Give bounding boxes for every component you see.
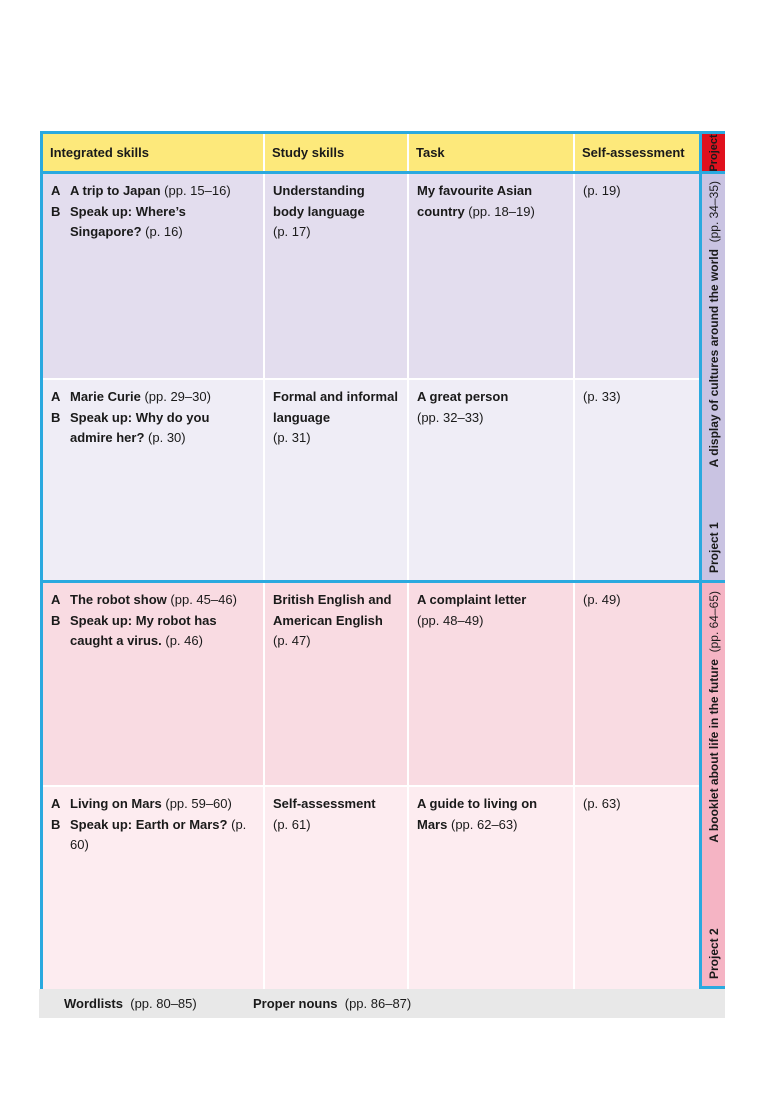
footer-bar bbox=[39, 989, 725, 1018]
lesson-letter: B bbox=[51, 203, 61, 219]
study-skills-cell bbox=[265, 380, 407, 580]
lesson-letter: B bbox=[51, 816, 61, 832]
task-cell bbox=[409, 174, 573, 378]
lesson-letter: B bbox=[51, 612, 61, 628]
study-skill-pages: (p. 61) bbox=[273, 816, 311, 832]
lesson-letter: B bbox=[51, 409, 61, 425]
lesson-item bbox=[51, 815, 255, 856]
lesson-title: Living on Mars bbox=[70, 796, 162, 811]
lesson-title: Speak up: Earth or Mars? bbox=[70, 816, 228, 832]
self-assessment-cell bbox=[575, 174, 699, 378]
lesson-pages: (p. 46) bbox=[165, 633, 203, 648]
integrated-skills-cell bbox=[43, 787, 263, 989]
project-2-name: Project 2 bbox=[706, 927, 721, 979]
project-2-pages: (pp. 64–65) bbox=[706, 590, 721, 652]
integrated-skills-cell bbox=[43, 380, 263, 580]
wordlists-label: Wordlists bbox=[64, 996, 123, 1011]
table-row bbox=[43, 380, 699, 580]
study-skill-title: Self-assessment bbox=[273, 796, 376, 811]
self-assessment-cell bbox=[575, 583, 699, 785]
lesson-letter: A bbox=[51, 183, 61, 198]
lesson-title: Speak up: My robot has caught a virus. bbox=[70, 612, 217, 648]
project-1-pages: (pp. 34–35) bbox=[706, 181, 721, 243]
lesson-item bbox=[51, 611, 255, 652]
project-2-band bbox=[699, 583, 725, 986]
task-pages: (pp. 32–33) bbox=[417, 409, 484, 425]
lesson-title: Marie Curie bbox=[70, 389, 141, 404]
self-assessment-pages: (p. 63) bbox=[583, 796, 621, 811]
task-pages: (pp. 62–63) bbox=[450, 816, 518, 832]
task-pages: (pp. 48–49) bbox=[417, 612, 484, 628]
lesson-title: A trip to Japan bbox=[70, 183, 161, 198]
syllabus-table bbox=[40, 131, 725, 989]
header-task: Task bbox=[416, 145, 445, 160]
project-tab-label: Project bbox=[707, 134, 720, 172]
self-assessment-cell bbox=[575, 380, 699, 580]
study-skill-pages: (p. 17) bbox=[273, 224, 311, 239]
project-1-band bbox=[699, 174, 725, 580]
table-header-row bbox=[43, 134, 699, 174]
proper-nouns-pages: (pp. 86–87) bbox=[344, 996, 412, 1011]
task-cell bbox=[409, 583, 573, 785]
self-assessment-pages: (p. 49) bbox=[583, 592, 621, 607]
header-integrated-skills: Integrated skills bbox=[50, 145, 149, 160]
lesson-item bbox=[51, 387, 255, 408]
lesson-letter: A bbox=[51, 796, 61, 811]
study-skill-title: Understanding body language bbox=[273, 183, 365, 219]
study-skill-pages: (p. 31) bbox=[273, 430, 311, 445]
proper-nouns-label: Proper nouns bbox=[253, 996, 338, 1011]
integrated-skills-cell bbox=[43, 174, 263, 378]
study-skills-cell bbox=[265, 174, 407, 378]
study-skill-title: Formal and informal language bbox=[273, 389, 398, 425]
self-assessment-cell bbox=[575, 787, 699, 989]
project-1-name: Project 1 bbox=[706, 522, 721, 573]
table-row bbox=[43, 787, 699, 989]
lesson-title: Speak up: Where’s Singapore? bbox=[70, 203, 186, 239]
proper-nouns-entry bbox=[253, 989, 411, 1018]
task-title: A guide to living on Mars bbox=[417, 796, 538, 832]
task-title: A complaint letter bbox=[417, 592, 527, 607]
wordlists-pages: (pp. 80–85) bbox=[130, 996, 197, 1011]
task-title: My favourite Asian country bbox=[417, 183, 533, 219]
lesson-item bbox=[51, 408, 255, 449]
header-self-assessment: Self-assessment bbox=[582, 145, 685, 160]
lesson-pages: (pp. 45–46) bbox=[170, 592, 237, 607]
task-pages: (pp. 18–19) bbox=[468, 203, 535, 219]
study-skill-title: British English and American English bbox=[273, 592, 392, 628]
self-assessment-pages: (p. 33) bbox=[583, 389, 621, 404]
study-skills-cell bbox=[265, 583, 407, 785]
wordlists-entry bbox=[64, 989, 197, 1018]
header-project-tab bbox=[699, 134, 725, 174]
lesson-pages: (pp. 29–30) bbox=[144, 389, 211, 404]
lesson-item bbox=[51, 202, 255, 243]
lesson-pages: (p. 16) bbox=[145, 224, 183, 239]
project-1-title: A display of cultures around the world bbox=[706, 249, 721, 468]
task-title: A great person bbox=[417, 389, 509, 404]
header-study-skills: Study skills bbox=[272, 145, 345, 160]
study-skills-cell bbox=[265, 787, 407, 989]
lesson-title: The robot show bbox=[70, 592, 167, 607]
lesson-item bbox=[51, 794, 255, 815]
lesson-item bbox=[51, 181, 255, 202]
project-2-title: A booklet about life in the future bbox=[706, 658, 721, 843]
study-skill-pages: (p. 47) bbox=[273, 633, 311, 648]
lesson-pages: (pp. 15–16) bbox=[164, 183, 231, 198]
project-1-label bbox=[707, 181, 721, 573]
table-row bbox=[43, 174, 699, 378]
task-cell bbox=[409, 787, 573, 989]
self-assessment-pages: (p. 19) bbox=[583, 183, 621, 198]
lesson-pages: (p. 60) bbox=[70, 816, 247, 852]
table-row bbox=[43, 583, 699, 785]
lesson-item bbox=[51, 590, 255, 611]
lesson-letter: A bbox=[51, 592, 61, 607]
lesson-title: Speak up: Why do you admire her? bbox=[70, 409, 210, 445]
integrated-skills-cell bbox=[43, 583, 263, 785]
lesson-letter: A bbox=[51, 389, 61, 404]
project-2-label bbox=[707, 591, 721, 979]
task-cell bbox=[409, 380, 573, 580]
lesson-pages: (p. 30) bbox=[148, 430, 186, 445]
lesson-pages: (pp. 59–60) bbox=[165, 796, 232, 811]
